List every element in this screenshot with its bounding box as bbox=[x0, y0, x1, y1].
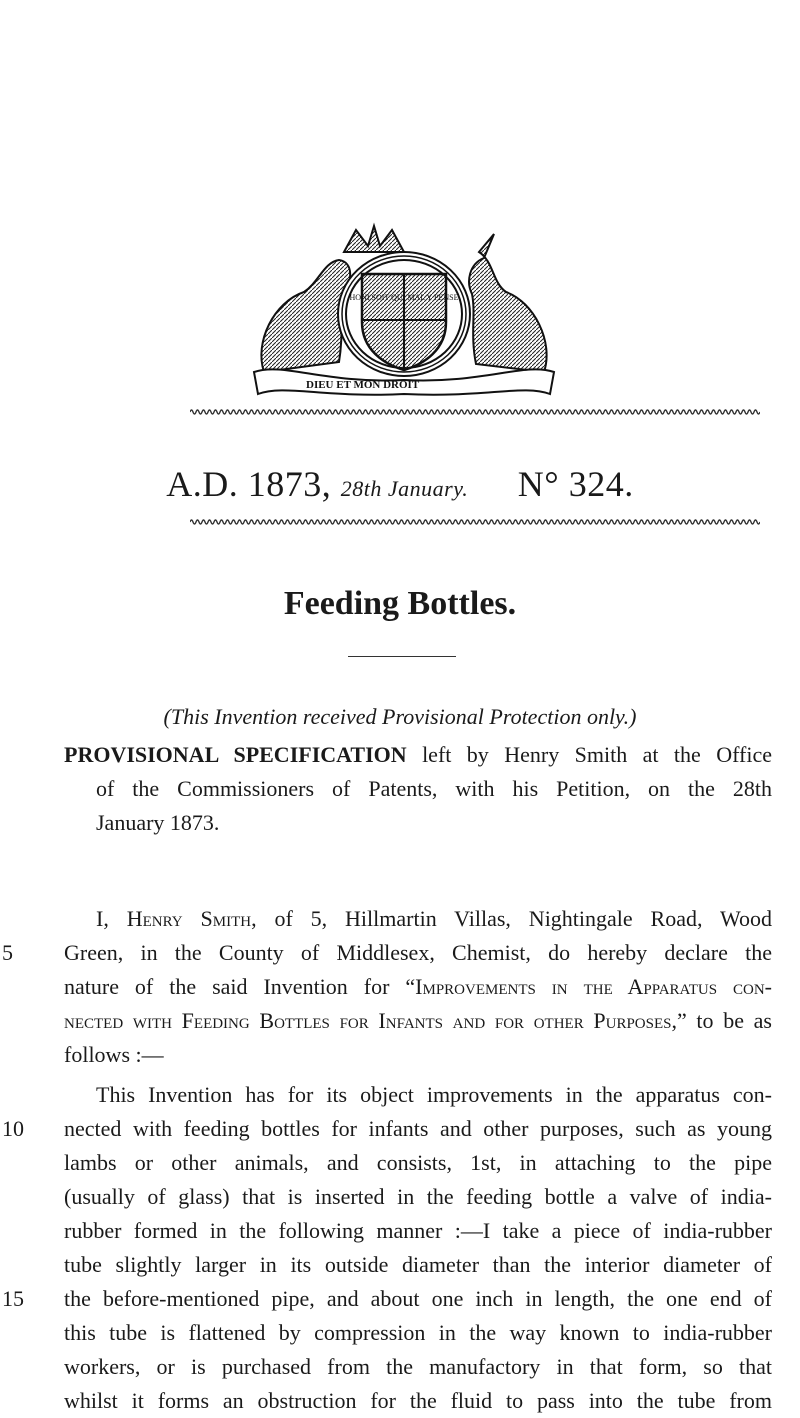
motto-left-text: DIEU ET MON DROIT bbox=[306, 379, 420, 391]
text-line: workers, or is purchased from the manufactory in that form, so that bbox=[64, 1354, 772, 1379]
title-divider bbox=[348, 656, 456, 657]
text-line: of the Commissioners of Patents, with his Petition, on the 28th bbox=[96, 776, 772, 801]
paragraph-declaration bbox=[2, 902, 773, 1072]
text-line: this tube is flattened by compression in the way known to india-rubber bbox=[64, 1320, 772, 1345]
provisional-note: (This Invention received Provisional Protection only.) bbox=[163, 704, 637, 729]
text-line: whilst it forms an obstruction for the fluid to pass into the tube from bbox=[64, 1388, 772, 1413]
paragraph-description bbox=[2, 1078, 772, 1418]
unicorn-supporter-icon bbox=[469, 234, 547, 372]
lion-supporter-icon bbox=[261, 260, 350, 372]
patent-number: N° 324. bbox=[517, 464, 634, 504]
text-line: lambs or other animals, and consists, 1st, in attaching to the pipe bbox=[64, 1150, 772, 1175]
date-prefix: A.D. 1873, bbox=[166, 464, 332, 504]
text-line: tube slightly larger in its outside diameter than the interior diameter of bbox=[64, 1252, 772, 1277]
spec-lead: PROVISIONAL SPECIFICATION bbox=[64, 742, 407, 767]
text-line: This Invention has for its object improvements in the apparatus con- bbox=[96, 1082, 772, 1107]
text-line: nected with Feeding Bottles for Infants and for other Purposes,” to be as bbox=[64, 1008, 772, 1033]
text-line: I, Henry Smith, of 5, Hillmartin Villas, Nightingale Road, Wood bbox=[96, 906, 772, 931]
line-number: 10 bbox=[2, 1116, 24, 1141]
text-line: 10 nected with feeding bottles for infants and other purposes, such as young bbox=[64, 1112, 772, 1146]
text-line: rubber formed in the following manner :—I take a piece of india-rubber bbox=[64, 1218, 772, 1243]
invention-title: “Improvements in the Apparatus con- bbox=[405, 974, 773, 999]
garter-motto-text: HONI SOIT QUI MAL Y PENSE bbox=[349, 293, 459, 302]
crown-icon bbox=[344, 226, 404, 252]
text-line: nature of the said Invention for “Improvements in the Apparatus con- bbox=[64, 974, 773, 999]
text-line: PROVISIONAL SPECIFICATION left by Henry Smith at the Office bbox=[64, 742, 772, 767]
text-line: (usually of glass) that is inserted in the feeding bottle a valve of india- bbox=[64, 1184, 772, 1209]
document-title: Feeding Bottles. bbox=[283, 585, 517, 622]
text-line: January 1873. bbox=[96, 810, 220, 835]
text-line: 5 Green, in the County of Middlesex, Chemist, do hereby declare the bbox=[64, 936, 772, 970]
text-line: 15 the before-mentioned pipe, and about one inch in length, the one end of bbox=[64, 1282, 772, 1316]
paragraph-provisional-specification bbox=[64, 738, 772, 840]
date-line bbox=[0, 462, 800, 511]
wavy-rule-bottom bbox=[190, 517, 760, 527]
line-number: 15 bbox=[2, 1286, 24, 1311]
royal-coat-of-arms-emblem bbox=[244, 222, 562, 398]
line-number: 5 bbox=[2, 940, 13, 965]
wavy-rule-top bbox=[190, 407, 760, 417]
text-line: follows :— bbox=[64, 1042, 164, 1067]
date-day: 28th January. bbox=[340, 476, 469, 501]
inventor-name: Henry Smith bbox=[126, 906, 252, 931]
